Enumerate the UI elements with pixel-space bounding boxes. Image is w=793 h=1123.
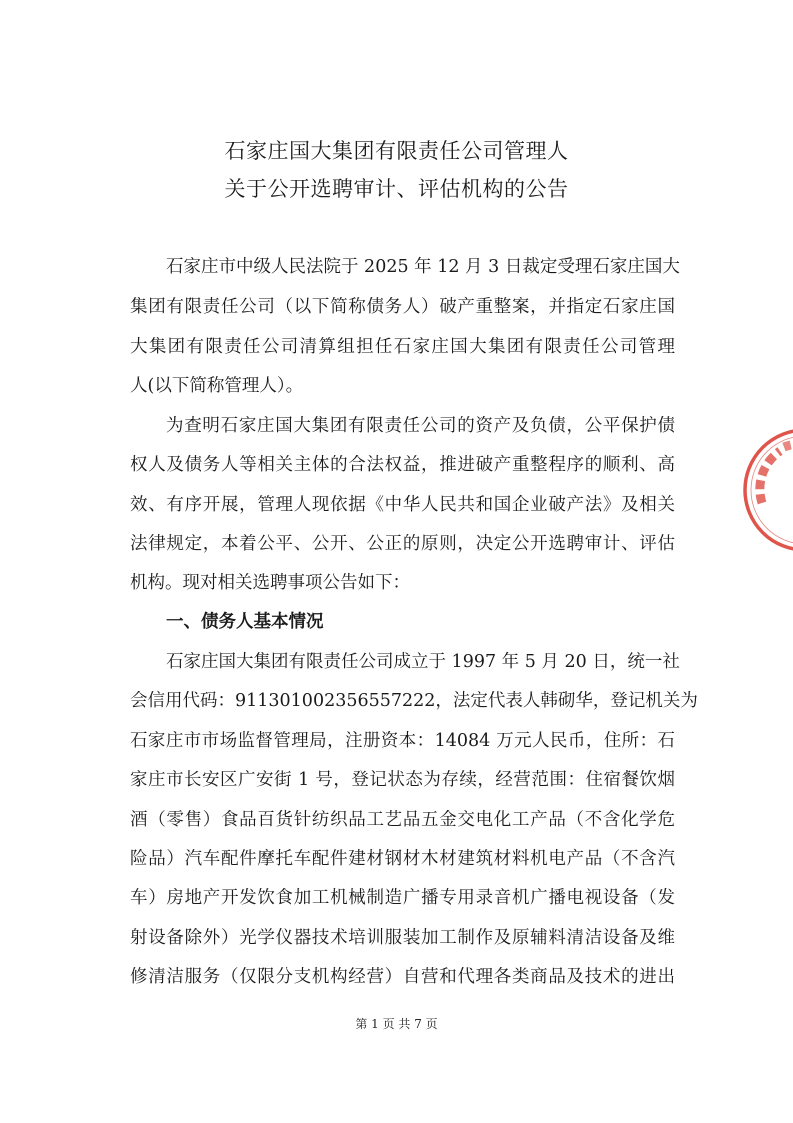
paragraph-3-line: 险品）汽车配件摩托车配件建材钢材木材建筑材料机电产品（不含汽 xyxy=(130,849,675,869)
paragraph-1-line: 人(以下简称管理人）。 xyxy=(130,376,304,396)
paragraph-3-line: 石家庄市市场监督管理局，注册资本：14084 万元人民币，住所：石 xyxy=(130,731,675,751)
paragraph-3-line: 车）房地产开发饮食加工机械制造广播专用录音机广播电视设备（发 xyxy=(130,888,675,908)
paragraph-1-line: 石家庄市中级人民法院于 2025 年 12 月 3 日裁定受理石家庄国大 xyxy=(166,257,680,277)
paragraph-2-line: 法律规定，本着公平、公开、公正的原则，决定公开选聘审计、评估 xyxy=(130,534,675,554)
paragraph-3-line: 石家庄国大集团有限责任公司成立于 1997 年 5 月 20 日，统一社 xyxy=(166,652,680,672)
official-seal-stamp xyxy=(740,425,793,555)
paragraph-2-line: 为查明石家庄国大集团有限责任公司的资产及负债，公平保护债 xyxy=(166,416,675,436)
document-title-line-1: 石家庄国大集团有限责任公司管理人 xyxy=(224,139,569,163)
section-heading: 一、债务人基本情况 xyxy=(166,612,324,632)
document-title-line-2: 关于公开选聘审计、评估机构的公告 xyxy=(224,177,569,201)
paragraph-2-line: 权人及债务人等相关主体的合法权益，推进破产重整程序的顺利、高 xyxy=(130,455,675,475)
paragraph-2-line: 效、有序开展，管理人现依据《中华人民共和国企业破产法》及相关 xyxy=(130,495,675,515)
paragraph-3-line: 射设备除外）光学仪器技术培训服装加工制作及原辅料清洁设备及维 xyxy=(130,928,675,948)
page-number: 第 1 页 共 7 页 xyxy=(355,1017,438,1031)
paragraph-3-line: 修清洁服务（仅限分支机构经营）自营和代理各类商品及技术的进出 xyxy=(130,967,675,987)
paragraph-1-line: 大集团有限责任公司清算组担任石家庄国大集团有限责任公司管理 xyxy=(130,337,675,357)
seal-curved-text-marks xyxy=(760,451,780,503)
paragraph-3-line: 会信用代码：911301002356557222，法定代表人韩砌华，登记机关为 xyxy=(130,691,698,711)
paragraph-3-line: 家庄市长安区广安街 1 号，登记状态为存续，经营范围：住宿餐饮烟 xyxy=(130,770,675,790)
paragraph-1-line: 集团有限责任公司（以下简称债务人）破产重整案，并指定石家庄国 xyxy=(130,297,675,317)
seal-curved-text-marks-2 xyxy=(784,444,793,447)
paragraph-3-line: 酒（零售）食品百货针纺织品工艺品五金交电化工产品（不含化学危 xyxy=(130,810,675,830)
paragraph-2-line: 机构。现对相关选聘事项公告如下： xyxy=(130,573,410,593)
